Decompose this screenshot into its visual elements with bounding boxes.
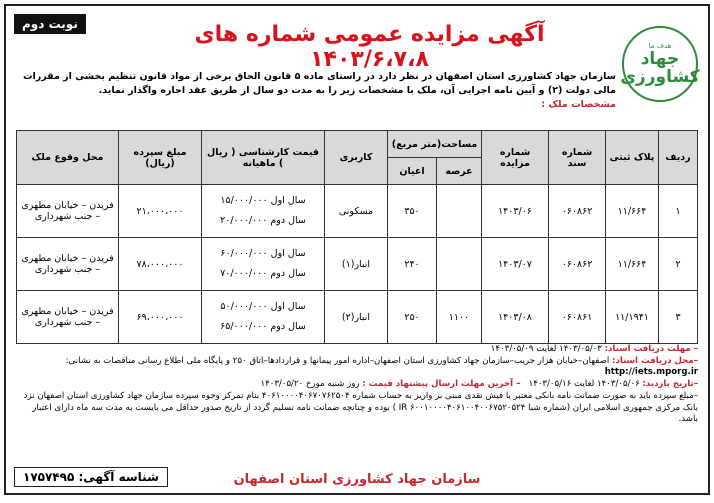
col-ayan: اعیان <box>388 158 437 185</box>
cell-usage: انبار(۲) <box>325 291 388 344</box>
cell-plak: ۱۱/۶۶۴ <box>606 185 659 238</box>
note-label: – مهلت دریافت اسناد: <box>604 344 698 354</box>
ad-code: شناسه آگهی: ۱۷۵۷۴۹۵ <box>14 467 168 487</box>
table-row <box>17 185 698 238</box>
cell-arse <box>437 238 482 291</box>
note-location <box>16 356 698 368</box>
price-year2: سال دوم ۶۵/۰۰۰/۰۰۰ <box>220 321 306 332</box>
cell-deposit: ۶۹،۰۰۰،۰۰۰ <box>119 291 202 344</box>
cell-plak: ۱۱/۱۹۴۱ <box>606 291 659 344</box>
col-location: محل وقوع ملک <box>17 131 119 185</box>
tender-portal-link[interactable]: http://iets.mporg.ir <box>604 367 698 378</box>
intro-text: سازمان جهاد کشاورزی استان اصفهان در نظر دارد در راستای ماده ۵ قانون الحاق برخی از مواد قانون تنظیم بخشی از مقررات مالی دولت (۲) و آیین نامه اجرایی آن، ملک با مشخصات زیر را به مدت دو سال از طریق عقد اجاره واگذار نماید. <box>22 71 616 96</box>
tender-notice <box>4 4 710 495</box>
note-deadline <box>16 344 698 356</box>
col-usage: کاربری <box>325 131 388 185</box>
cell-price <box>202 238 325 291</box>
cell-sanad: ۰۶۰۸۶۲ <box>549 238 606 291</box>
cell-price <box>202 185 325 238</box>
cell-arse <box>437 185 482 238</box>
price-year1: سال اول ۵۰/۰۰۰/۰۰۰ <box>220 301 306 312</box>
note-text: اصفهان–خیابان هزار جریب–سازمان جهاد کشاورزی استان اصفهان–اداره امور پیمانها و قراردادها–اتاق ۲۵۰ و پایگاه ملی اطلاع رسانی مناقصات به نشانی: <box>65 355 610 366</box>
spec-label: مشخصات ملک : <box>541 99 616 110</box>
table-row <box>17 291 698 344</box>
note-visit-date <box>16 379 698 391</box>
cell-location: فریدن – خیابان مطهری – جنب شهرداری <box>17 185 119 238</box>
notes-section <box>16 344 698 426</box>
cell-row: ۳ <box>659 291 698 344</box>
note-text: ۱۴۰۳/۰۵/۰۶ لغایت ۱۴۰۳/۰۵/۱۶ <box>528 379 640 390</box>
cell-usage: مسکونی <box>325 185 388 238</box>
cell-row: ۲ <box>659 238 698 291</box>
cell-location: فریدن – خیابان مطهری – جنب شهرداری <box>17 238 119 291</box>
cell-sanad: ۰۶۰۸۶۲ <box>549 185 606 238</box>
cell-arse: ۱۱۰۰ <box>437 291 482 344</box>
price-year2: سال دوم ۷۰/۰۰۰/۰۰۰ <box>220 268 306 279</box>
cell-ayan: ۳۵۰ <box>388 185 437 238</box>
ministry-logo <box>622 26 698 102</box>
note-label: –محل دریافت اسناد: <box>612 355 698 366</box>
note-text: ۱۴۰۳/۰۵/۰۳ لغایت ۱۴۰۳/۰۵/۰۹ <box>490 344 602 354</box>
cell-deposit: ۲۱،۰۰۰،۰۰۰ <box>119 185 202 238</box>
cell-ayan: ۲۴۰ <box>388 238 437 291</box>
cell-ayan: ۲۵۰ <box>388 291 437 344</box>
cell-price <box>202 291 325 344</box>
cell-location: فریدن – خیابان مطهری – جنب شهرداری <box>17 291 119 344</box>
logo-slogan: هدف ما <box>648 42 672 50</box>
cell-mozayede: ۱۴۰۳/۰۶ <box>482 185 549 238</box>
col-deposit: مبلغ سپرده (ریال) <box>119 131 202 185</box>
col-arse: عرصه <box>437 158 482 185</box>
col-sanad: شماره سند <box>549 131 606 185</box>
note-label: –تاریخ بازدید: <box>642 379 698 390</box>
price-year1: سال اول ۶۰/۰۰۰/۰۰۰ <box>220 248 306 259</box>
logo-text-line2: کشاورزی <box>620 67 700 87</box>
note-label: – آخرین مهلت ارسال پیشنهاد قیمت : <box>362 379 521 390</box>
note-text: روز شنبه مورخ ۱۴۰۳/۰۵/۲۰ <box>260 379 360 390</box>
col-price: قیمت کارشناسی ( ریال ) ماهیانه <box>202 131 325 185</box>
col-plak: پلاک ثبتی <box>606 131 659 185</box>
cell-row: ۱ <box>659 185 698 238</box>
cell-usage: انبار(۱) <box>325 238 388 291</box>
price-year2: سال دوم ۲۰/۰۰۰/۰۰۰ <box>220 215 306 226</box>
organization-name: سازمان جهاد کشاورزی استان اصفهان <box>233 472 481 487</box>
col-mozayede: شماره مزایده <box>482 131 549 185</box>
notice-title: آگهی مزایده عمومی شماره های ۱۴۰۳/۶،۷،۸ <box>194 22 545 72</box>
property-table <box>16 130 698 344</box>
cell-mozayede: ۱۴۰۳/۰۷ <box>482 238 549 291</box>
logo-text-line1: جهاد <box>640 49 680 69</box>
cell-deposit: ۷۸،۰۰۰،۰۰۰ <box>119 238 202 291</box>
note-deposit: –مبلغ سپرده باید به صورت ضمانت نامه بانکی معتبر یا فیش نقدی مبنی بر واریز به حساب شماره ۴۰۶۱۰۰۰۰۴۰۶۷۰۷۶۲۵۰۴ بنام تمرکز وجوه سپرده سازمان جهاد کشاورزی استان اصفهان نزد بانک مرکزی جمهوری اسلامی ایران (شماره شبا IR ۶۰۰۱۰۰۰۰۴۰۶۱۰۰۴۰۰۶۷۵۲۰۵۲۴ ) بوده و چنانچه ضمانت نامه تسلیم گردد از تاریخ صدور حداقل می بایست به مدت سه ماه دارای اعتبار باشد. <box>23 390 698 425</box>
round-badge: نوبت دوم <box>14 14 86 34</box>
col-area: مساحت(متر مربع) <box>388 131 482 158</box>
price-year1: سال اول ۱۵/۰۰۰/۰۰۰ <box>220 195 306 206</box>
table-row <box>17 238 698 291</box>
col-row: ردیف <box>659 131 698 185</box>
cell-mozayede: ۱۴۰۳/۰۸ <box>482 291 549 344</box>
intro-paragraph <box>16 70 616 112</box>
cell-plak: ۱۱/۶۶۴ <box>606 238 659 291</box>
cell-sanad: ۰۶۰۸۶۱ <box>549 291 606 344</box>
